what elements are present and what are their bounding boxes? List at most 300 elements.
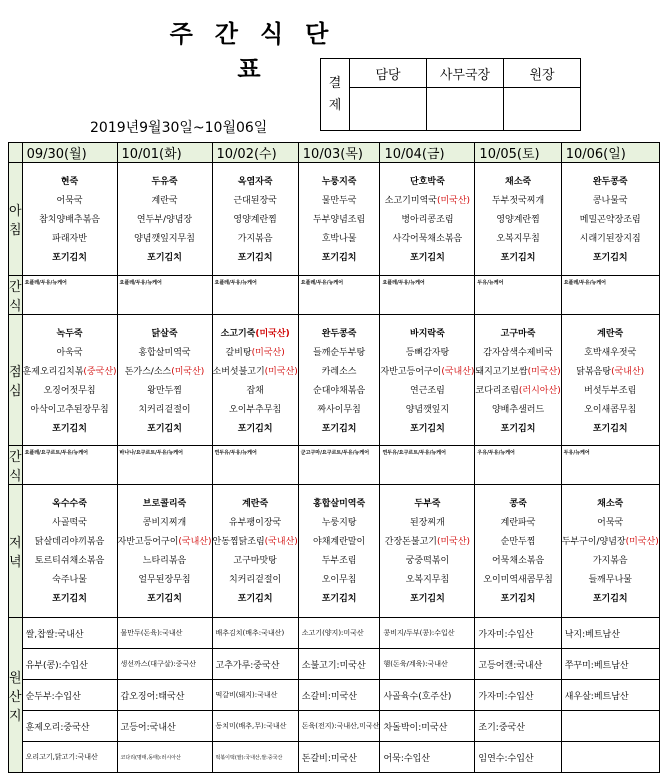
dish-item: 토르티쉬채소볶음 xyxy=(34,556,105,566)
lunch-row xyxy=(9,315,660,446)
dish-item: 홍합살미역죽 xyxy=(313,499,366,509)
corner-cell xyxy=(9,143,23,163)
origin-note: (미국산) xyxy=(436,196,471,206)
origin-cell: 사골육수(호주산) xyxy=(380,680,475,711)
origin-cell: 코다리(명태,동태):러시아산 xyxy=(117,742,212,773)
dish-item: 포기김치 xyxy=(147,594,182,604)
dish-item: 콩비지찌개 xyxy=(142,518,187,528)
origin-note: (미국산) xyxy=(255,329,290,339)
dish-item: 옥염자죽 xyxy=(237,177,273,187)
snack1-cell xyxy=(380,276,475,315)
allergy-note xyxy=(380,315,474,325)
signature-box[interactable] xyxy=(350,88,427,131)
snack-text: 요플레/두유/뉴케어 xyxy=(24,280,67,286)
dish-item: 양배추샐러드 xyxy=(491,405,545,415)
dish-item: 완두콩죽 xyxy=(592,177,628,187)
dish-item xyxy=(213,363,298,382)
origin-cell: 유부(콩):수입산 xyxy=(22,649,117,680)
origin-cell: 임연수:수입산 xyxy=(475,742,561,773)
dish-item: 포기김치 xyxy=(52,253,87,263)
dish-text: 간장돈불고기 xyxy=(384,537,437,547)
snack-text: 요플레/두유/뉴케어 xyxy=(214,280,257,286)
origin-cell: 쭈꾸미:베트남산 xyxy=(561,649,659,680)
dish-item: 채소죽 xyxy=(597,499,624,509)
dish-item: 포기김치 xyxy=(321,253,357,263)
dish-item xyxy=(562,363,659,382)
snack-text: 연두유/요구르트/두유/뉴케어 xyxy=(382,450,446,456)
dish-item: 얼무된장무침 xyxy=(138,575,191,585)
dish-item: 어묵채소볶음 xyxy=(491,556,545,566)
breakfast-cell xyxy=(298,163,380,276)
allergy-note xyxy=(475,315,560,325)
origin-cell: 오리고기,닭고기:국내산 xyxy=(22,742,117,773)
dish-item: 등뼈감자탕 xyxy=(405,348,450,358)
dish-item: 유부팽이장국 xyxy=(229,518,282,528)
dish-item: 두부양념조림 xyxy=(313,215,366,225)
snack1-cell xyxy=(561,276,659,315)
dish-item: 계란죽 xyxy=(242,499,269,509)
snack2-cell xyxy=(117,446,212,485)
dish-item: 연두부/양념장 xyxy=(136,215,193,225)
lunch-menu xyxy=(562,315,659,439)
dish-item: 오이새콤무침 xyxy=(584,405,637,415)
origin-cell: 콩비지/두부(콩):수입산 xyxy=(380,618,475,649)
approval-role-staff: 담당 xyxy=(350,59,427,88)
dish-item: 포기김치 xyxy=(592,594,628,604)
breakfast-cell xyxy=(475,163,561,276)
dish-item: 콩나물국 xyxy=(592,196,628,206)
dish-text: 소고기죽 xyxy=(220,329,256,339)
dish-text: 닭볶음탕 xyxy=(576,367,612,377)
dish-item: 어묵국 xyxy=(597,518,624,528)
snack-text: 우유/두유/뉴케어 xyxy=(477,450,515,456)
breakfast-menu xyxy=(213,163,298,268)
dish-item: 포기김치 xyxy=(147,424,182,434)
allergy-note xyxy=(562,485,659,495)
snack2-cell xyxy=(380,446,475,485)
signature-box[interactable] xyxy=(504,88,581,131)
snack1-row xyxy=(9,276,660,315)
dinner-cell xyxy=(298,485,380,618)
dish-item: 카레소스 xyxy=(321,367,357,377)
dish-text: 코다리조림 xyxy=(475,386,519,396)
dish-item: 두부조림 xyxy=(321,556,357,566)
breakfast-menu xyxy=(380,163,474,268)
dish-text: 두부구이/양념장 xyxy=(561,537,626,547)
allergy-note xyxy=(562,163,659,173)
allergy-note xyxy=(475,485,560,495)
lunch-cell xyxy=(298,315,380,446)
dish-item xyxy=(118,533,212,552)
dish-item xyxy=(475,363,560,382)
dish-item: 두부죽 xyxy=(414,499,441,509)
dish-item: 계란죽 xyxy=(597,329,624,339)
snack-text: 연두유/두유/뉴케어 xyxy=(214,450,257,456)
origin-row xyxy=(9,711,660,742)
dish-item: 짜사이무침 xyxy=(317,405,361,415)
origin-cell: 가자미:수입산 xyxy=(475,618,561,649)
dinner-row xyxy=(9,485,660,618)
dinner-menu xyxy=(562,485,659,609)
dish-item: 포기김치 xyxy=(52,424,87,434)
origin-cell: 낙지:베트남산 xyxy=(561,618,659,649)
dish-item: 포기김치 xyxy=(237,424,273,434)
origin-cell: 쌀,찹쌀:국내산 xyxy=(22,618,117,649)
dish-item: 누룽지죽 xyxy=(321,177,357,187)
snack2-cell xyxy=(561,446,659,485)
breakfast-menu xyxy=(562,163,659,268)
dish-item: 포기김치 xyxy=(321,594,357,604)
allergy-note xyxy=(380,163,474,173)
snack-text: 요플레/요구르트/두유/뉴케어 xyxy=(24,450,89,456)
allergy-note xyxy=(118,315,212,325)
lunch-cell xyxy=(475,315,561,446)
day-header: 10/05(토) xyxy=(475,143,561,163)
dish-text: 돈가스/소스 xyxy=(124,367,172,377)
dish-item: 치커리겉절이 xyxy=(138,405,191,415)
origin-row xyxy=(9,618,660,649)
snack-text: 두유/뉴케어 xyxy=(563,450,590,456)
origin-note: (국내산) xyxy=(264,537,298,547)
dish-item xyxy=(562,533,659,552)
dish-item: 오복지무침 xyxy=(496,234,540,244)
dish-item: 고구마맛탕 xyxy=(233,556,277,566)
snack1-cell xyxy=(475,276,561,315)
dish-item: 채소죽 xyxy=(505,177,532,187)
breakfast-menu xyxy=(299,163,380,268)
breakfast-cell xyxy=(212,163,298,276)
breakfast-row xyxy=(9,163,660,276)
dish-item: 포기김치 xyxy=(147,253,182,263)
date-range: 2019년9월30일~10월06일 xyxy=(90,120,268,136)
meal-label-dinner: 저녁 xyxy=(9,485,23,618)
dish-text: 갈비탕 xyxy=(225,348,252,358)
dish-item: 고구마죽 xyxy=(500,329,536,339)
origin-cell: 새우살:베트남산 xyxy=(561,680,659,711)
origin-cell: 고등어:국내산 xyxy=(117,711,212,742)
dish-item: 호박새우젓국 xyxy=(584,348,637,358)
origin-cell: 돈갈비:미국산 xyxy=(298,742,380,773)
origin-cell: 햄(돈육/계육):국내산 xyxy=(380,649,475,680)
dish-item: 오징어젓무침 xyxy=(43,386,96,396)
dish-item: 홍합살미역국 xyxy=(138,348,191,358)
dish-item xyxy=(475,382,560,401)
origin-cell: 물만두(돈육):국내산 xyxy=(117,618,212,649)
dish-item: 연근조림 xyxy=(410,386,445,396)
dinner-cell xyxy=(475,485,561,618)
dish-item: 시래기된장지짐 xyxy=(579,234,641,244)
breakfast-menu xyxy=(23,163,117,268)
dinner-cell xyxy=(117,485,212,618)
dish-item: 포기김치 xyxy=(592,424,628,434)
dish-item: 병아리콩조림 xyxy=(401,215,454,225)
dish-item: 오이부추무침 xyxy=(229,405,282,415)
origin-cell xyxy=(561,742,659,773)
allergy-note xyxy=(562,315,659,325)
dish-item: 포기김치 xyxy=(52,594,87,604)
origin-cell: 갑오징어:태국산 xyxy=(117,680,212,711)
dish-item: 두유죽 xyxy=(151,177,178,187)
dish-text: 훈제오리김치볶 xyxy=(22,367,84,377)
origin-cell: 가자미:수입산 xyxy=(475,680,561,711)
dish-item xyxy=(380,192,474,211)
origin-cell: 떡갈비(돼지):국내산 xyxy=(212,680,298,711)
dish-item: 포기김치 xyxy=(237,253,273,263)
dish-item xyxy=(213,533,298,552)
dinner-menu xyxy=(475,485,560,609)
dish-text: 소고기미역국 xyxy=(384,196,437,206)
snack2-cell xyxy=(475,446,561,485)
dish-item: 감자삼색수제비국 xyxy=(483,348,553,358)
origin-cell: 소불고기:미국산 xyxy=(298,649,380,680)
allergy-note xyxy=(23,163,117,173)
allergy-note xyxy=(213,315,298,325)
allergy-note xyxy=(23,485,117,495)
origin-note: (국내산) xyxy=(178,537,212,547)
dish-item: 녹두죽 xyxy=(56,329,83,339)
dish-item: 현죽 xyxy=(60,177,79,187)
dish-item: 사각어묵채소볶음 xyxy=(392,234,463,244)
origin-cell: 생선까스(대구살):중국산 xyxy=(117,649,212,680)
dinner-menu xyxy=(213,485,298,609)
dish-item: 단호박죽 xyxy=(410,177,445,187)
snack-text: 요플레/두유/뉴케어 xyxy=(563,280,607,286)
dish-item: 포기김치 xyxy=(500,594,536,604)
dish-item: 포기김치 xyxy=(410,594,445,604)
snack1-cell xyxy=(212,276,298,315)
breakfast-cell xyxy=(380,163,475,276)
dish-item: 야채계란말이 xyxy=(313,537,366,547)
dish-item xyxy=(380,363,474,382)
lunch-menu xyxy=(213,315,298,439)
day-header: 10/04(금) xyxy=(380,143,475,163)
dish-item xyxy=(380,533,474,552)
origin-row xyxy=(9,649,660,680)
snack2-row xyxy=(9,446,660,485)
dish-item: 느타리볶음 xyxy=(142,556,187,566)
dish-item: 들깨순두부탕 xyxy=(313,348,366,358)
origin-note: (러시아산) xyxy=(518,386,561,396)
snack1-cell xyxy=(298,276,380,315)
dish-item: 궁중떡볶이 xyxy=(405,556,450,566)
dinner-cell xyxy=(22,485,117,618)
day-header: 10/06(일) xyxy=(561,143,659,163)
dish-item: 포기김치 xyxy=(500,424,536,434)
breakfast-menu xyxy=(475,163,560,268)
snack-text: 요플레/두유/뉴케어 xyxy=(119,280,162,286)
breakfast-cell xyxy=(561,163,659,276)
origin-cell: 배추김치(배추:국내산) xyxy=(212,618,298,649)
allergy-note xyxy=(213,485,298,495)
lunch-menu xyxy=(299,315,380,439)
snack-text: 요플레/두유/뉴케어 xyxy=(382,280,425,286)
dish-item: 근대된장국 xyxy=(233,196,277,206)
dish-item: 순만두찜 xyxy=(500,537,536,547)
allergy-note xyxy=(213,163,298,173)
dish-item xyxy=(118,363,212,382)
snack-text: 요플레/두유/뉴케어 xyxy=(300,280,344,286)
dish-text: 돼지고기보쌈 xyxy=(475,367,528,377)
dish-item: 양념깻잎지 xyxy=(405,405,450,415)
origin-note: (국내산) xyxy=(611,367,645,377)
dish-item: 양념깻잎지무침 xyxy=(134,234,195,244)
dish-item: 닭살죽 xyxy=(151,329,178,339)
approval-side-label: 결 제 xyxy=(321,59,350,131)
origin-note: (미국산) xyxy=(625,537,659,547)
approval-box xyxy=(320,58,581,131)
snack1-cell xyxy=(117,276,212,315)
snack2-cell xyxy=(212,446,298,485)
lunch-menu xyxy=(118,315,212,439)
meal-label-snack1: 간식 xyxy=(9,276,23,315)
dish-item: 버섯두부조림 xyxy=(584,386,637,396)
dish-item: 참치양배추볶음 xyxy=(39,215,100,225)
page-title: 주간식단표 xyxy=(169,20,351,83)
dinner-cell xyxy=(561,485,659,618)
snack2-cell xyxy=(298,446,380,485)
meal-label-breakfast: 아침 xyxy=(9,163,23,276)
dish-item: 메밀곤약장조림 xyxy=(579,215,641,225)
allergy-note xyxy=(380,485,474,495)
dish-item: 콩죽 xyxy=(509,499,527,509)
dish-item: 된장찌개 xyxy=(410,518,445,528)
breakfast-menu xyxy=(118,163,212,268)
dish-item xyxy=(213,344,298,363)
dinner-menu xyxy=(380,485,474,609)
dish-item: 파래자반 xyxy=(52,234,87,244)
dish-text: 자반고등어구이 xyxy=(380,367,442,377)
dish-item: 누룽지탕 xyxy=(321,518,357,528)
dish-item: 아삭이고추된장무침 xyxy=(30,405,109,415)
lunch-cell xyxy=(22,315,117,446)
dish-item: 옥수수죽 xyxy=(52,499,87,509)
dinner-menu xyxy=(299,485,380,609)
meal-label-snack2: 간식 xyxy=(9,446,23,485)
origin-cell: 고추가루:중국산 xyxy=(212,649,298,680)
dish-item: 가지볶음 xyxy=(592,556,628,566)
origin-row xyxy=(9,680,660,711)
dish-text: 소버섯불고기 xyxy=(212,367,265,377)
origin-cell: 돈육(전지):국내산,미국산 xyxy=(298,711,380,742)
dish-item: 바지락죽 xyxy=(410,329,445,339)
dish-item: 물만두국 xyxy=(321,196,357,206)
dish-item: 포기김치 xyxy=(410,253,445,263)
dish-text: 안동찜닭조림 xyxy=(212,537,265,547)
dish-item xyxy=(23,363,117,382)
day-header: 10/02(수) xyxy=(212,143,298,163)
allergy-note xyxy=(475,163,560,173)
dish-item: 포기김치 xyxy=(237,594,273,604)
dish-item: 왕만두찜 xyxy=(147,386,182,396)
origin-cell: 고등어캔:국내산 xyxy=(475,649,561,680)
allergy-note xyxy=(299,315,380,325)
dish-item: 어묵국 xyxy=(56,196,83,206)
dish-item: 포기김치 xyxy=(410,424,445,434)
origin-note: (미국산) xyxy=(527,367,561,377)
dinner-menu xyxy=(118,485,212,609)
dish-item: 아욱국 xyxy=(56,348,83,358)
origin-cell xyxy=(561,711,659,742)
allergy-note xyxy=(23,315,117,325)
signature-box[interactable] xyxy=(427,88,504,131)
lunch-cell xyxy=(117,315,212,446)
lunch-menu xyxy=(380,315,474,439)
allergy-note xyxy=(299,163,380,173)
origin-cell: 순두부:수입산 xyxy=(22,680,117,711)
origin-row xyxy=(9,742,660,773)
origin-note: (국내산) xyxy=(441,367,475,377)
origin-note: (미국산) xyxy=(251,348,285,358)
snack-text: 두유/뉴케어 xyxy=(477,280,504,286)
origin-note: (중국산) xyxy=(83,367,117,377)
allergy-note xyxy=(118,163,212,173)
dish-item: 숙주나물 xyxy=(52,575,87,585)
dish-item: 오이미역새콤무침 xyxy=(483,575,553,585)
origin-cell: 떡볶이떡(쌀):국내산,쌀:중국산 xyxy=(212,742,298,773)
dish-item: 브로콜리죽 xyxy=(142,499,187,509)
origin-cell: 소갈비:미국산 xyxy=(298,680,380,711)
day-header: 09/30(월) xyxy=(22,143,117,163)
breakfast-cell xyxy=(22,163,117,276)
origin-cell: 조기:중국산 xyxy=(475,711,561,742)
allergy-note xyxy=(299,485,380,495)
lunch-menu xyxy=(475,315,560,439)
dish-item: 두부젓국찌개 xyxy=(491,196,545,206)
dish-item: 계란국 xyxy=(151,196,178,206)
origin-cell: 어묵:수입산 xyxy=(380,742,475,773)
snack2-cell xyxy=(22,446,117,485)
dish-item: 포기김치 xyxy=(500,253,536,263)
lunch-cell xyxy=(380,315,475,446)
dish-item: 치커리겉절이 xyxy=(229,575,282,585)
dish-item: 들깨무나물 xyxy=(588,575,632,585)
allergy-note xyxy=(118,485,212,495)
dish-item: 사골떡국 xyxy=(52,518,87,528)
breakfast-cell xyxy=(117,163,212,276)
dish-item xyxy=(213,325,298,344)
day-header: 10/01(화) xyxy=(117,143,212,163)
snack-text: 군고구마/요구르트/두유/뉴케어 xyxy=(300,450,370,456)
dish-item: 오복지무침 xyxy=(405,575,450,585)
lunch-cell xyxy=(561,315,659,446)
day-header: 10/03(목) xyxy=(298,143,380,163)
dinner-menu xyxy=(23,485,117,609)
dish-item: 포기김치 xyxy=(321,424,357,434)
dish-item: 호박나물 xyxy=(321,234,357,244)
menu-table xyxy=(8,142,660,773)
dish-item: 순대야채볶음 xyxy=(313,386,366,396)
dinner-cell xyxy=(380,485,475,618)
dish-item: 완두콩죽 xyxy=(321,329,357,339)
dinner-cell xyxy=(212,485,298,618)
origin-note: (미국산) xyxy=(171,367,205,377)
dish-item: 닭살데리야끼볶음 xyxy=(34,537,105,547)
meal-label-lunch: 점심 xyxy=(9,315,23,446)
dish-item: 포기김치 xyxy=(592,253,628,263)
dish-text: 자반고등어구이 xyxy=(117,537,179,547)
meal-label-origin: 원산지 xyxy=(9,618,23,773)
snack-text: 바나나/요구르트/두유/뉴케어 xyxy=(119,450,183,456)
dish-item: 계란파국 xyxy=(500,518,536,528)
dish-item: 잡채 xyxy=(246,386,264,396)
origin-cell: 훈제오리:중국산 xyxy=(22,711,117,742)
origin-cell: 동치미(배추,무):국내산 xyxy=(212,711,298,742)
dish-item: 영양계란찜 xyxy=(496,215,540,225)
lunch-menu xyxy=(23,315,117,439)
origin-note: (미국산) xyxy=(264,367,298,377)
approval-role-secretary: 사무국장 xyxy=(427,59,504,88)
dish-item: 가지볶음 xyxy=(237,234,273,244)
